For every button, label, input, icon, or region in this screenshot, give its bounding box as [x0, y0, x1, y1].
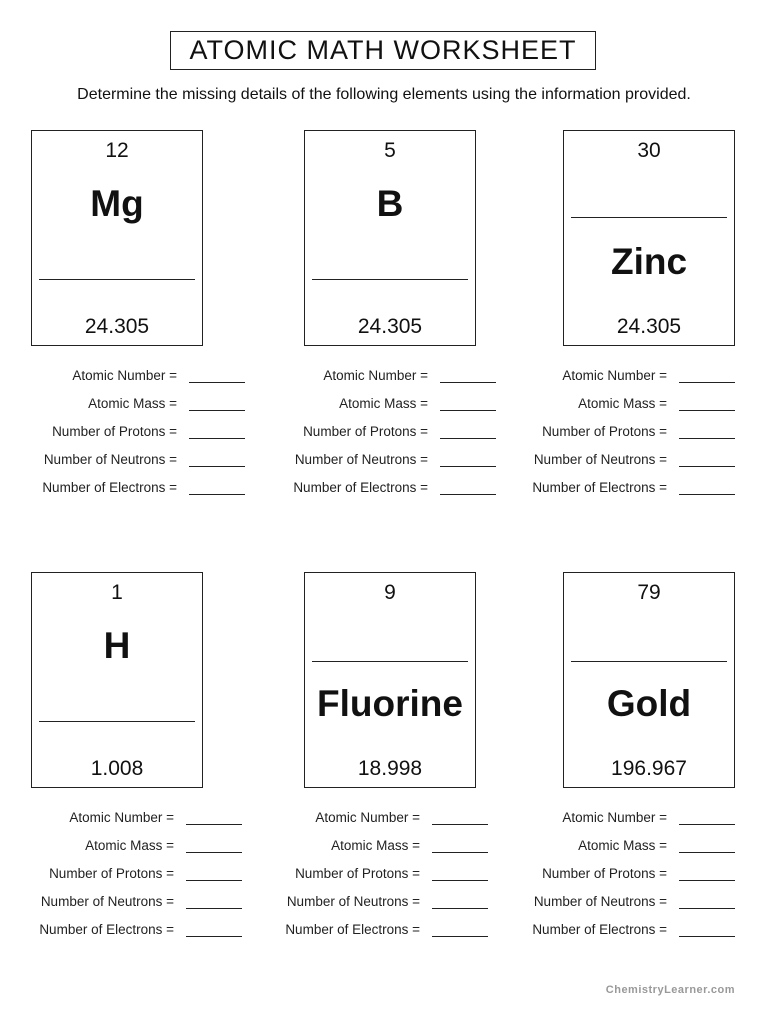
- question-label: Number of Protons =: [49, 866, 174, 881]
- answer-blank[interactable]: [440, 410, 496, 411]
- answer-blank[interactable]: [432, 908, 488, 909]
- instructions: Determine the missing details of the following elements using the information provided.: [77, 86, 691, 103]
- question-row: [22, 866, 242, 894]
- question-block-1: [25, 368, 245, 508]
- question-label: Atomic Number =: [323, 368, 428, 383]
- atomic-mass: 196.967: [611, 757, 687, 780]
- answer-blank[interactable]: [440, 494, 496, 495]
- answer-blank[interactable]: [186, 824, 242, 825]
- question-block-2: [276, 368, 496, 508]
- question-row: [515, 922, 735, 950]
- question-label: Number of Protons =: [542, 866, 667, 881]
- name-blank: [39, 721, 195, 722]
- answer-blank[interactable]: [189, 438, 245, 439]
- answer-blank[interactable]: [440, 382, 496, 383]
- question-row: [515, 866, 735, 894]
- question-block-6: [515, 810, 735, 950]
- element-symbol: H: [103, 625, 131, 666]
- name-blank: [312, 279, 468, 280]
- question-row: [22, 922, 242, 950]
- element-card-3: [563, 130, 735, 346]
- answer-blank[interactable]: [186, 852, 242, 853]
- question-label: Atomic Mass =: [88, 396, 177, 411]
- question-row: [268, 922, 488, 950]
- question-row: [22, 894, 242, 922]
- question-row: [276, 396, 496, 424]
- question-label: Number of Neutrons =: [40, 894, 174, 909]
- question-block-4: [22, 810, 242, 950]
- question-row: [268, 894, 488, 922]
- atomic-mass: 24.305: [84, 315, 150, 338]
- answer-blank[interactable]: [679, 936, 735, 937]
- question-label: Number of Protons =: [303, 424, 428, 439]
- question-row: [515, 424, 735, 452]
- question-row: [268, 810, 488, 838]
- symbol-blank: [571, 661, 727, 662]
- question-label: Number of Protons =: [295, 866, 420, 881]
- question-label: Atomic Mass =: [331, 838, 420, 853]
- atomic-number: 79: [637, 581, 661, 604]
- question-row: [515, 810, 735, 838]
- answer-blank[interactable]: [186, 936, 242, 937]
- symbol-blank: [571, 217, 727, 218]
- question-label: Number of Neutrons =: [286, 894, 420, 909]
- question-label: Atomic Number =: [562, 368, 667, 383]
- answer-blank[interactable]: [679, 382, 735, 383]
- answer-blank[interactable]: [679, 824, 735, 825]
- question-row: [515, 480, 735, 508]
- question-row: [25, 452, 245, 480]
- question-label: Number of Protons =: [52, 424, 177, 439]
- answer-blank[interactable]: [186, 880, 242, 881]
- answer-blank[interactable]: [432, 824, 488, 825]
- question-row: [268, 866, 488, 894]
- element-symbol: B: [376, 183, 404, 224]
- answer-blank[interactable]: [679, 908, 735, 909]
- name-blank: [39, 279, 195, 280]
- atomic-mass: 24.305: [357, 315, 423, 338]
- answer-blank[interactable]: [679, 410, 735, 411]
- question-row: [276, 480, 496, 508]
- question-row: [276, 424, 496, 452]
- symbol-blank: [312, 661, 468, 662]
- question-row: [276, 452, 496, 480]
- atomic-number: 1: [111, 581, 123, 604]
- question-row: [515, 368, 735, 396]
- question-row: [515, 838, 735, 866]
- question-row: [25, 396, 245, 424]
- question-label: Number of Neutrons =: [294, 452, 428, 467]
- element-name: Gold: [606, 683, 692, 724]
- question-label: Atomic Number =: [69, 810, 174, 825]
- question-row: [22, 838, 242, 866]
- question-label: Atomic Number =: [72, 368, 177, 383]
- question-label: Number of Neutrons =: [533, 894, 667, 909]
- question-row: [515, 452, 735, 480]
- question-row: [25, 368, 245, 396]
- answer-blank[interactable]: [679, 494, 735, 495]
- answer-blank[interactable]: [432, 880, 488, 881]
- question-row: [22, 810, 242, 838]
- question-label: Atomic Mass =: [339, 396, 428, 411]
- element-card-6: [563, 572, 735, 788]
- atomic-number: 12: [105, 139, 129, 162]
- question-row: [268, 838, 488, 866]
- answer-blank[interactable]: [679, 852, 735, 853]
- question-label: Number of Electrons =: [293, 480, 428, 495]
- question-row: [515, 396, 735, 424]
- question-label: Atomic Mass =: [85, 838, 174, 853]
- element-name: Zinc: [610, 241, 688, 282]
- question-label: Atomic Mass =: [578, 838, 667, 853]
- question-block-5: [268, 810, 488, 950]
- site-watermark: ChemistryLearner.com: [605, 984, 735, 996]
- question-label: Number of Electrons =: [39, 922, 174, 937]
- worksheet-title: ATOMIC MATH WORKSHEET: [170, 31, 596, 70]
- answer-blank[interactable]: [186, 908, 242, 909]
- question-block-3: [515, 368, 735, 508]
- element-card-5: [304, 572, 476, 788]
- question-label: Number of Electrons =: [532, 922, 667, 937]
- answer-blank[interactable]: [189, 410, 245, 411]
- answer-blank[interactable]: [189, 382, 245, 383]
- answer-blank[interactable]: [679, 880, 735, 881]
- element-name: Fluorine: [317, 683, 463, 724]
- question-label: Number of Neutrons =: [43, 452, 177, 467]
- question-label: Number of Protons =: [542, 424, 667, 439]
- element-card-1: [31, 130, 203, 346]
- answer-blank[interactable]: [679, 438, 735, 439]
- answer-blank[interactable]: [432, 936, 488, 937]
- element-symbol: Mg: [90, 183, 144, 224]
- answer-blank[interactable]: [440, 438, 496, 439]
- answer-blank[interactable]: [440, 466, 496, 467]
- question-label: Atomic Number =: [315, 810, 420, 825]
- question-label: Number of Electrons =: [285, 922, 420, 937]
- answer-blank[interactable]: [432, 852, 488, 853]
- question-row: [276, 368, 496, 396]
- question-label: Atomic Number =: [562, 810, 667, 825]
- answer-blank[interactable]: [679, 466, 735, 467]
- question-row: [25, 424, 245, 452]
- question-row: [25, 480, 245, 508]
- atomic-mass: 24.305: [616, 315, 682, 338]
- question-label: Number of Electrons =: [42, 480, 177, 495]
- atomic-number: 5: [384, 139, 396, 162]
- question-row: [515, 894, 735, 922]
- atomic-number: 9: [384, 581, 396, 604]
- question-label: Atomic Mass =: [578, 396, 667, 411]
- question-label: Number of Neutrons =: [533, 452, 667, 467]
- atomic-mass: 18.998: [357, 757, 423, 780]
- atomic-mass: 1.008: [90, 757, 144, 780]
- answer-blank[interactable]: [189, 494, 245, 495]
- answer-blank[interactable]: [189, 466, 245, 467]
- question-label: Number of Electrons =: [532, 480, 667, 495]
- element-card-4: [31, 572, 203, 788]
- atomic-number: 30: [637, 139, 661, 162]
- element-card-2: [304, 130, 476, 346]
